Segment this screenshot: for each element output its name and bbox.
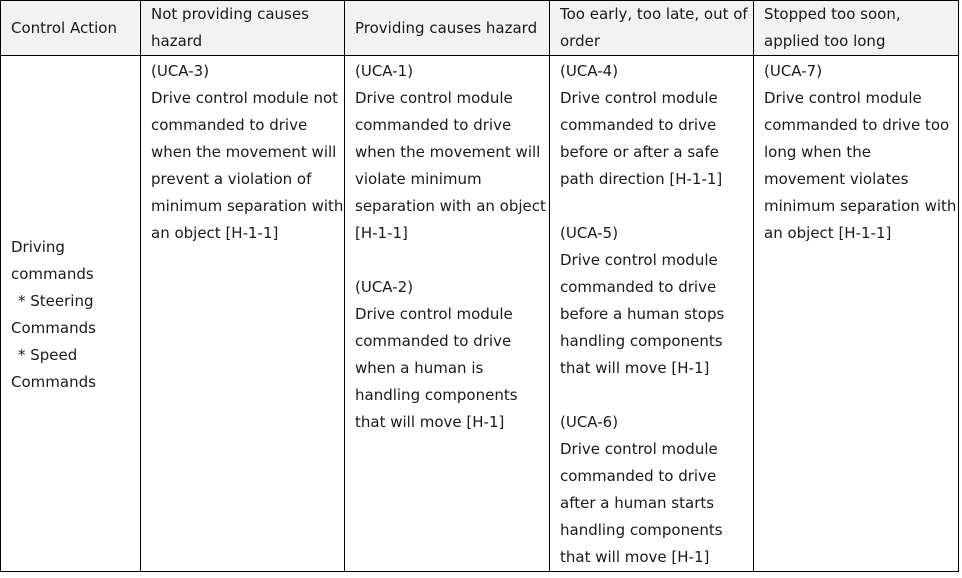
uca-text-line: commanded to drive	[151, 116, 308, 134]
uca-text-line: Drive control module	[560, 251, 718, 269]
uca-text-line: when the movement will	[151, 143, 337, 161]
uca-text-line: after a human starts	[560, 494, 715, 512]
uca-text-line: long when the	[764, 143, 872, 161]
uca-text-line: that will move [H-1]	[560, 359, 710, 377]
action-line: * Speed	[18, 345, 78, 364]
duration-cell	[754, 56, 959, 572]
action-line: commands	[11, 264, 94, 283]
uca-text-line: minimum separation with	[764, 197, 957, 215]
uca-text-line: handling components	[560, 332, 723, 350]
header-duration: Stopped too soon, applied too long	[754, 1, 959, 56]
action-line: * Steering	[18, 291, 94, 310]
uca-item	[355, 274, 545, 436]
header-row	[1, 1, 959, 56]
action-line: Commands	[11, 372, 96, 391]
uca-text-line: when a human is	[355, 359, 484, 377]
uca-text-line: that will move [H-1]	[560, 548, 710, 566]
uca-text-line: commanded to drive	[560, 278, 717, 296]
uca-text-line: an object [H-1-1]	[151, 224, 279, 242]
uca-text-line: Drive control module not	[151, 89, 339, 107]
uca-text-line: minimum separation with	[151, 197, 344, 215]
action-line: Driving	[11, 237, 65, 256]
control-action-cell	[1, 56, 141, 572]
header-providing: Providing causes hazard	[345, 1, 550, 56]
uca-text-line: separation with an object	[355, 197, 546, 215]
uca-text-line: Drive control module	[560, 440, 718, 458]
uca-item	[560, 409, 749, 571]
uca-id: (UCA-7)	[764, 62, 823, 80]
uca-text-line: commanded to drive	[355, 116, 512, 134]
uca-text-line: when the movement will	[355, 143, 541, 161]
table-row	[1, 56, 959, 572]
uca-text-line: commanded to drive	[560, 467, 717, 485]
uca-text-line: before a human stops	[560, 305, 725, 323]
header-control-action: Control Action	[1, 1, 141, 56]
header-timing: Too early, too late, out of order	[550, 1, 754, 56]
uca-id: (UCA-5)	[560, 224, 619, 242]
uca-item	[560, 58, 749, 193]
uca-id: (UCA-3)	[151, 62, 210, 80]
uca-text-line: handling components	[560, 521, 723, 539]
not-providing-cell	[141, 56, 345, 572]
uca-item	[764, 58, 957, 247]
uca-id: (UCA-6)	[560, 413, 619, 431]
header-not-providing: Not providing causes hazard	[141, 1, 345, 56]
uca-text-line: violate minimum	[355, 170, 482, 188]
uca-text-line: before or after a safe	[560, 143, 719, 161]
uca-text-line: Drive control module	[355, 305, 513, 323]
uca-text-line: prevent a violation of	[151, 170, 312, 188]
uca-item	[355, 58, 545, 247]
timing-cell	[550, 56, 754, 572]
providing-cell	[345, 56, 550, 572]
uca-item	[151, 58, 344, 247]
uca-item	[560, 220, 749, 382]
uca-text-line: that will move [H-1]	[355, 413, 505, 431]
uca-id: (UCA-1)	[355, 62, 414, 80]
uca-text-line: [H-1-1]	[355, 224, 408, 242]
uca-text-line: movement violates	[764, 170, 909, 188]
uca-text-line: Drive control module	[560, 89, 718, 107]
uca-text-line: commanded to drive	[560, 116, 717, 134]
uca-id: (UCA-4)	[560, 62, 619, 80]
uca-text-line: Drive control module	[355, 89, 513, 107]
action-line: Commands	[11, 318, 96, 337]
uca-text-line: an object [H-1-1]	[764, 224, 892, 242]
uca-text-line: Drive control module	[764, 89, 922, 107]
uca-text-line: commanded to drive	[355, 332, 512, 350]
uca-text-line: commanded to drive too	[764, 116, 950, 134]
uca-text-line: path direction [H-1-1]	[560, 170, 723, 188]
uca-id: (UCA-2)	[355, 278, 414, 296]
uca-text-line: handling components	[355, 386, 518, 404]
